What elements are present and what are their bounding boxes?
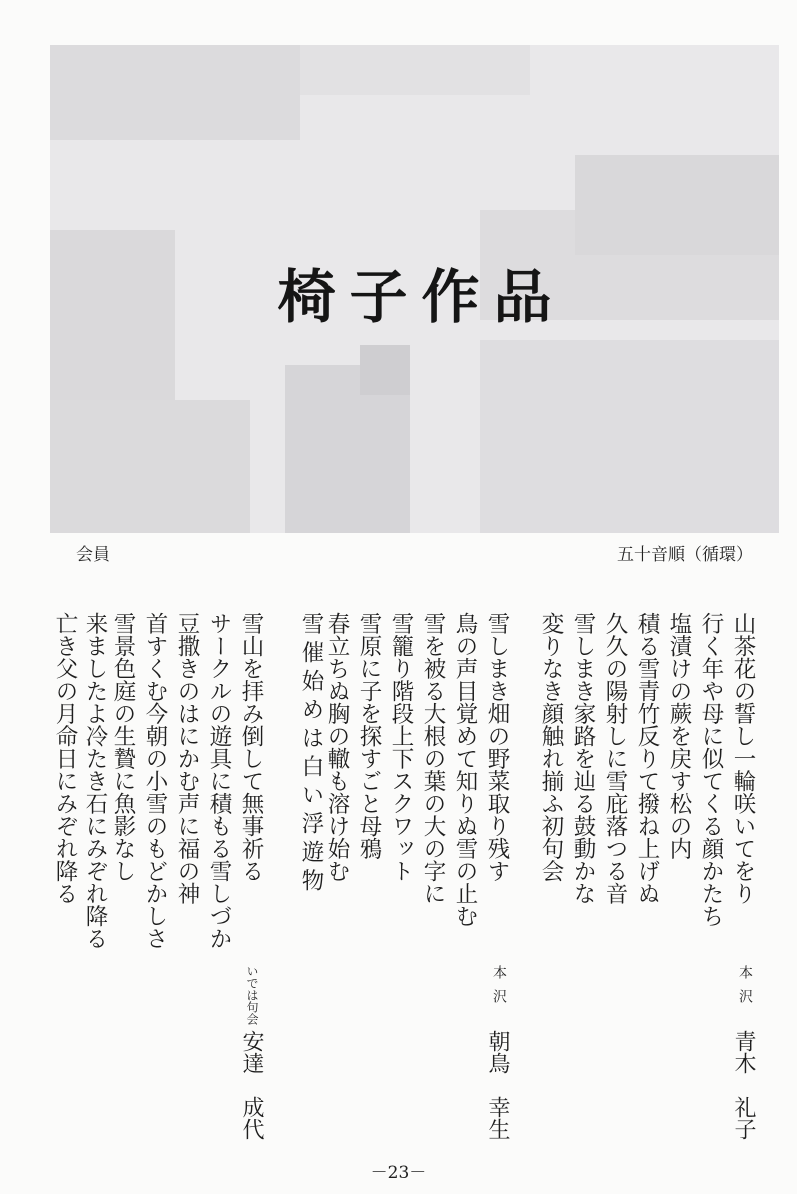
verse-line: 春立ちぬ胸の轍も溶け始む — [324, 612, 350, 882]
verse-line: サークルの遊具に積もる雪しづか — [206, 612, 232, 950]
verse-line: 行く年や母に似てくる顔かたち — [698, 612, 724, 927]
author-affiliation: 本沢 — [491, 965, 507, 1013]
order-note: 五十音順（循環） — [617, 545, 753, 565]
decor-square — [50, 45, 300, 140]
author-affiliation: いでは句会 — [245, 965, 259, 1025]
decor-square — [575, 155, 779, 255]
verse-line: 雪籠り階段上下スクワット — [388, 612, 414, 882]
category-label: 会員 — [76, 545, 110, 565]
decor-square — [50, 400, 250, 533]
verse-line: 山茶花の誓し一輪咲いてをり — [730, 612, 756, 905]
verse-line: 鳥の声目覚めて知りぬ雪の止む — [452, 612, 478, 927]
page-title: 椅子作品 — [277, 263, 566, 331]
verse-line: 雪景色庭の生贄に魚影なし — [110, 612, 136, 882]
decor-square — [480, 340, 779, 533]
verse-line: 塩漬けの蕨を戻す松の内 — [666, 612, 692, 860]
verse-line: 雪しまき畑の野菜取り残す — [484, 612, 510, 882]
page-number: －23－ — [370, 1163, 427, 1183]
author-name: 青木 礼子 — [731, 1030, 756, 1140]
header-banner — [50, 45, 779, 533]
verse-line: 雪を被る大根の葉の大の字に — [420, 612, 446, 905]
verse-line: 積る雪青竹反りて撥ね上げぬ — [634, 612, 660, 905]
author-name: 安達 成代 — [239, 1030, 264, 1140]
verse-line: 雪しまき家路を辿る鼓動かな — [570, 612, 596, 905]
verse-line: 雪原に子を探すごと母鴉 — [356, 612, 382, 860]
author-name: 朝鳥 幸生 — [485, 1030, 510, 1140]
author-affiliation: 本沢 — [737, 965, 753, 1013]
decor-square — [360, 345, 410, 395]
decor-square — [300, 45, 530, 95]
verse-line: 来ましたよ冷たき石にみぞれ降る — [82, 612, 108, 950]
verse-line: 亡き父の月命日にみぞれ降る — [52, 612, 78, 905]
verse-line: 変りなき顔触れ揃ふ初句会 — [538, 612, 564, 882]
verse-line: 豆撒きのはにかむ声に福の神 — [174, 612, 200, 905]
verse-line: 雪山を拝み倒して無事祈る — [238, 612, 264, 882]
verse-line: 久久の陽射しに雪庇落つる音 — [602, 612, 628, 905]
verse-line: 首すくむ今朝の小雪のもどかしさ — [142, 612, 168, 950]
verse-line: 雪催始めは白い浮遊物 — [298, 612, 324, 897]
